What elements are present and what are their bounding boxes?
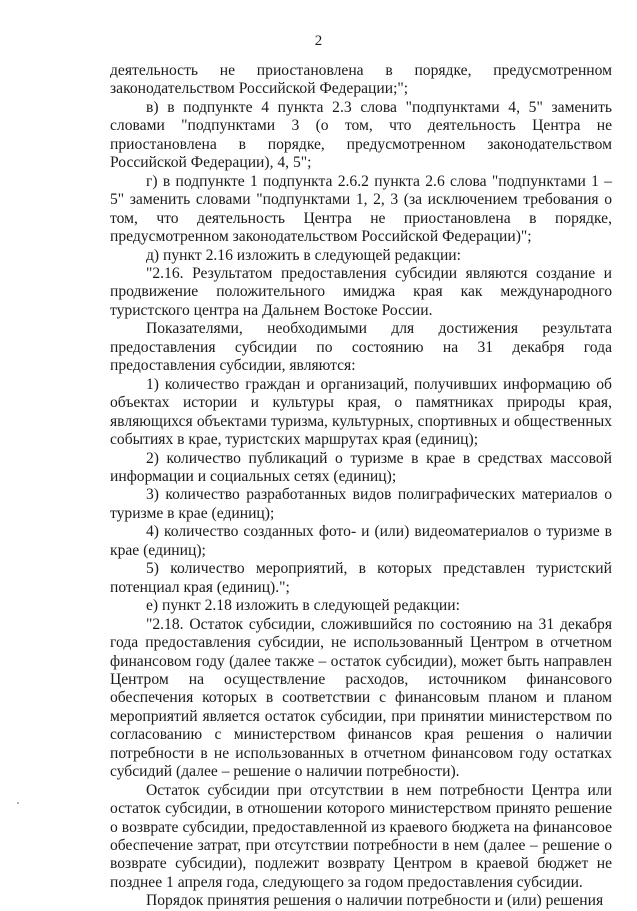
paragraph-2-16: "2.16. Результатом предоставления субсидии являются создание и продвижение положительного имиджа края как международного туристского центра на Дальнем Востоке России. <box>110 264 612 319</box>
document-body <box>110 62 612 911</box>
paragraph-indicator-4: 4) количество созданных фото- и (или) видеоматериалов о туризме в крае (единиц); <box>110 523 612 559</box>
paragraph-item-e: е) пункт 2.18 изложить в следующей редакции: <box>146 597 460 615</box>
paragraph-item-v: в) в подпункте 4 пункта 2.3 слова "подпунктами 4, 5" заменить словами "подпунктами 3 (о том, что деятельность Центра не приостановлена в порядке, предусмотренном законодательством Российской Федерации), 4, 5"; <box>110 98 612 172</box>
paragraph-item-d: д) пункт 2.16 изложить в следующей редакции: <box>146 246 461 264</box>
paragraph-continuation: деятельность не приостановлена в порядке, предусмотренном законодательством Российской Федерации;"; <box>110 62 612 98</box>
scan-speck <box>17 802 19 804</box>
paragraph-indicator-5: 5) количество мероприятий, в которых представлен туристский потенциал края (единиц)."; <box>110 560 612 596</box>
paragraph-indicators-intro: Показателями, необходимыми для достижения результата предоставления субсидии по состоянию на 31 декабря года предоставления субсидии, являются: <box>110 320 612 375</box>
paragraph-2-18: "2.18. Остаток субсидии, сложившийся по состоянию на 31 декабря года предоставления субсидии, не использованный Центром в отчетном финансовом году (далее также – остаток субсидии), может быть направлен Центром на осуществление расходов, источником финансового обеспечения которых в соответствии с финансовым планом и планом мероприятий является остаток субсидии, при принятии министерством по согласованию с министерством финансов края решения о наличии потребности в не использованных в отчетном финансовом году остатках субсидий (далее – решение о наличии потребности). <box>110 615 612 781</box>
paragraph-indicator-2: 2) количество публикаций о туризме в крае в средствах массовой информации и социальных сетях (единиц); <box>110 449 612 485</box>
page-number: 2 <box>314 33 323 49</box>
paragraph-indicator-3: 3) количество разработанных видов полиграфических материалов о туризме в крае (единиц); <box>110 486 612 522</box>
paragraph-item-g: г) в подпункте 1 подпункта 2.6.2 пункта 2.6 слова "подпунктами 1 – 5" заменить словами "подпунктами 1, 2, 3 (за исключением требования о том, что деятельность Центра не приостановлена в порядке, предусмотренном законодательством Российской Федерации)"; <box>110 172 612 246</box>
paragraph-indicator-1: 1) количество граждан и организаций, получивших информацию об объектах истории и культуры края, о памятниках природы края, являющихся объектами туризма, культурных, спортивных и общественных событиях в крае, туристских маршрутах края (единиц); <box>110 375 612 449</box>
paragraph-return-of-subsidy: Остаток субсидии при отсутствии в нем потребности Центра или остаток субсидии, в отношении которого министерством принято решение о возврате субсидии, предоставленной из краевого бюджета на финансовое обеспечение затрат, при отсутствии потребности в нем (далее – решение о возврате субсидии), подлежит возврату Центром в краевой бюджет не позднее 1 апреля года, следующего за годом предоставления субсидии. <box>110 781 612 891</box>
paragraph-decision-procedure: Порядок принятия решения о наличии потребности и (или) решения <box>146 892 604 910</box>
